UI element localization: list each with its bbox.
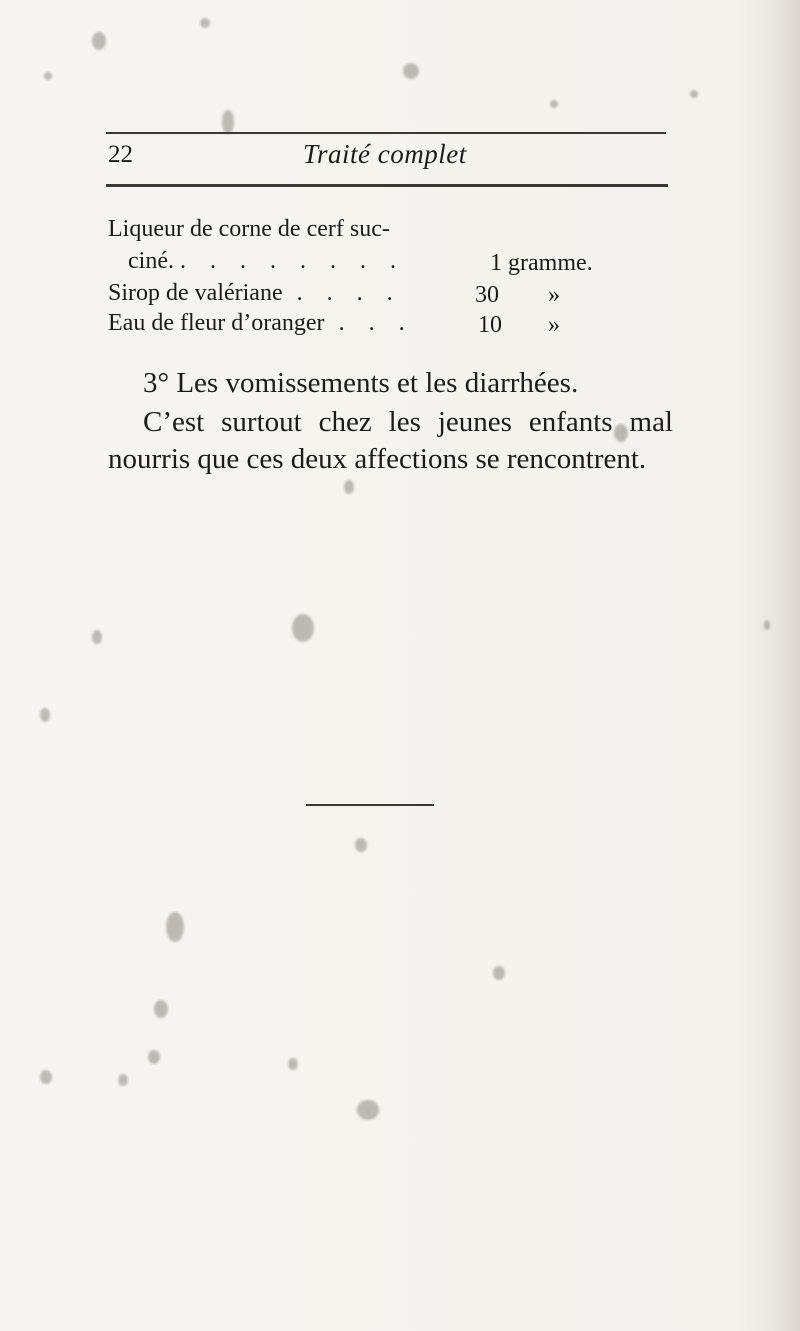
running-title: Traité complet: [303, 139, 467, 169]
leader-dots: . . .: [338, 310, 414, 336]
ink-spot: [200, 18, 210, 28]
recipe-quantity: 30: [475, 282, 499, 308]
ink-spot: [92, 32, 106, 50]
ink-spot: [403, 63, 419, 79]
ink-spot: [40, 1070, 52, 1084]
section-heading: 3° Les vomissements et les diarrhées.: [143, 367, 579, 399]
ditto-mark: »: [548, 282, 560, 308]
recipe-line: [128, 246, 405, 276]
ink-spot: [357, 1100, 379, 1120]
ink-spot: [222, 110, 234, 134]
ink-spot: [44, 72, 52, 80]
recipe-ingredient: Eau de fleur d’oranger: [108, 310, 325, 336]
ink-spot: [292, 614, 314, 642]
ink-spot: [550, 100, 558, 108]
ink-spot: [148, 1050, 160, 1064]
ink-spot: [493, 966, 505, 980]
ink-spot: [288, 1058, 298, 1070]
page-number: 22: [108, 141, 133, 168]
ink-spot: [344, 480, 354, 494]
ink-spot: [118, 1074, 128, 1086]
leader-dots: . . . . . . . .: [179, 248, 405, 274]
ditto-mark: »: [548, 312, 560, 338]
header-bottom-rule: [106, 184, 668, 187]
ink-spot: [92, 630, 102, 644]
ink-spot: [764, 620, 770, 630]
header-top-rule: [106, 132, 666, 134]
ink-spot: [40, 708, 50, 722]
recipe-quantity: 10: [478, 312, 502, 338]
ink-spot: [355, 838, 367, 852]
leader-dots: . . . .: [296, 280, 402, 306]
body-paragraph: [108, 404, 673, 478]
recipe-ingredient: ciné.: [128, 248, 174, 274]
recipe-line: [108, 214, 390, 244]
section-end-rule: [306, 804, 434, 806]
recipe-ingredient: Liqueur de corne de cerf suc-: [108, 216, 390, 242]
paragraph-text: C’est surtout chez les jeunes enfants mal nourris que ces deux affections se rencontrent.: [108, 406, 673, 475]
recipe-quantity: 1 gramme.: [490, 250, 593, 276]
recipe-ingredient: Sirop de valériane: [108, 280, 283, 306]
recipe-line: [108, 278, 402, 308]
recipe-line: [108, 308, 414, 338]
ink-spot: [166, 912, 184, 942]
ink-spot: [690, 90, 698, 98]
ink-spot: [154, 1000, 168, 1018]
